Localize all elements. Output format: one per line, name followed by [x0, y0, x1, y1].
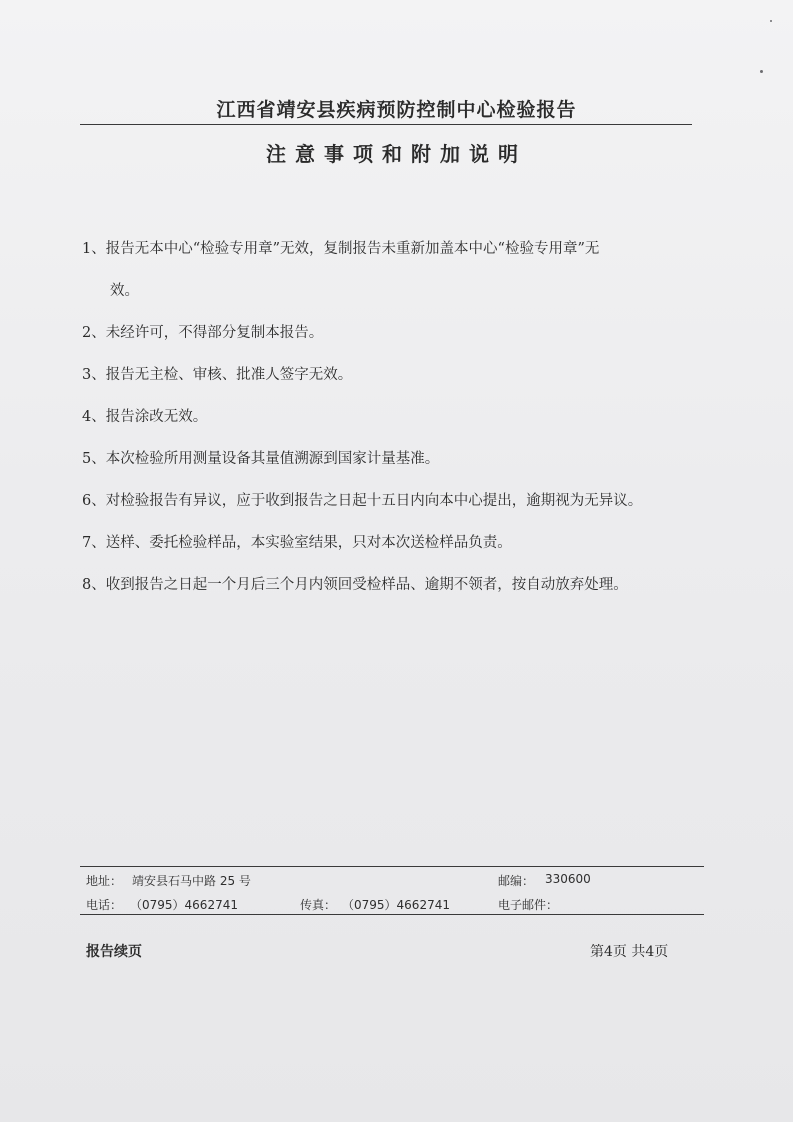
page-number: 第4页 共4页 — [590, 944, 669, 960]
note-number: 8、 — [82, 577, 106, 593]
notes-list — [82, 238, 702, 616]
note-item — [82, 238, 702, 261]
phone-label: 电话： — [86, 898, 123, 912]
document-title: 注意事项和附加说明 — [266, 142, 527, 166]
note-number: 6、 — [82, 493, 106, 509]
footer-rule-top — [80, 866, 704, 867]
note-number: 7、 — [82, 535, 106, 551]
paper-speck — [760, 70, 763, 73]
note-text: 收到报告之日起一个月后三个月内领回受检样品、逾期不领者，按自动放弃处理。 — [105, 577, 628, 593]
note-number: 4、 — [82, 409, 106, 425]
note-number: 2、 — [82, 325, 106, 341]
email-label: 电子邮件： — [498, 898, 559, 912]
note-item — [82, 532, 702, 555]
note-text: 未经许可，不得部分复制本报告。 — [105, 325, 324, 341]
note-number: 3、 — [82, 367, 106, 383]
continuation-label: 报告续页 — [86, 944, 142, 960]
note-item — [82, 364, 702, 387]
note-number: 1、 — [82, 241, 106, 257]
header-rule — [80, 124, 692, 125]
note-item — [82, 490, 702, 513]
note-text: 报告涂改无效。 — [105, 409, 208, 425]
note-item — [82, 574, 702, 597]
phone-value: （0795）4662741 — [130, 898, 238, 912]
note-text: 送样、委托检验样品，本实验室结果，只对本次送检样品负责。 — [105, 535, 512, 551]
note-number: 5、 — [82, 451, 106, 467]
note-item — [82, 448, 702, 471]
note-text: 本次检验所用测量设备其量值溯源到国家计量基准。 — [105, 451, 440, 467]
address-value: 靖安县石马中路 25 号 — [132, 874, 251, 888]
note-item — [82, 406, 702, 429]
postcode-label: 邮编： — [498, 874, 535, 888]
note-text: 效。 — [110, 283, 139, 299]
fax-value: （0795）4662741 — [342, 898, 450, 912]
fax-label: 传真： — [300, 898, 337, 912]
note-text: 报告无本中心“检验专用章”无效，复制报告未重新加盖本中心“检验专用章”无 — [105, 241, 600, 257]
note-item — [82, 322, 702, 345]
note-text: 对检验报告有异议，应于收到报告之日起十五日内向本中心提出，逾期视为无异议。 — [105, 493, 643, 509]
org-title: 江西省靖安县疾病预防控制中心检验报告 — [216, 99, 577, 121]
note-text: 报告无主检、审核、批准人签字无效。 — [105, 367, 353, 383]
note-item-continuation — [82, 271, 702, 312]
paper-speck — [770, 20, 772, 22]
address-label: 地址： — [86, 874, 123, 888]
postcode-value: 330600 — [545, 872, 591, 886]
footer-rule-bottom — [80, 914, 704, 915]
